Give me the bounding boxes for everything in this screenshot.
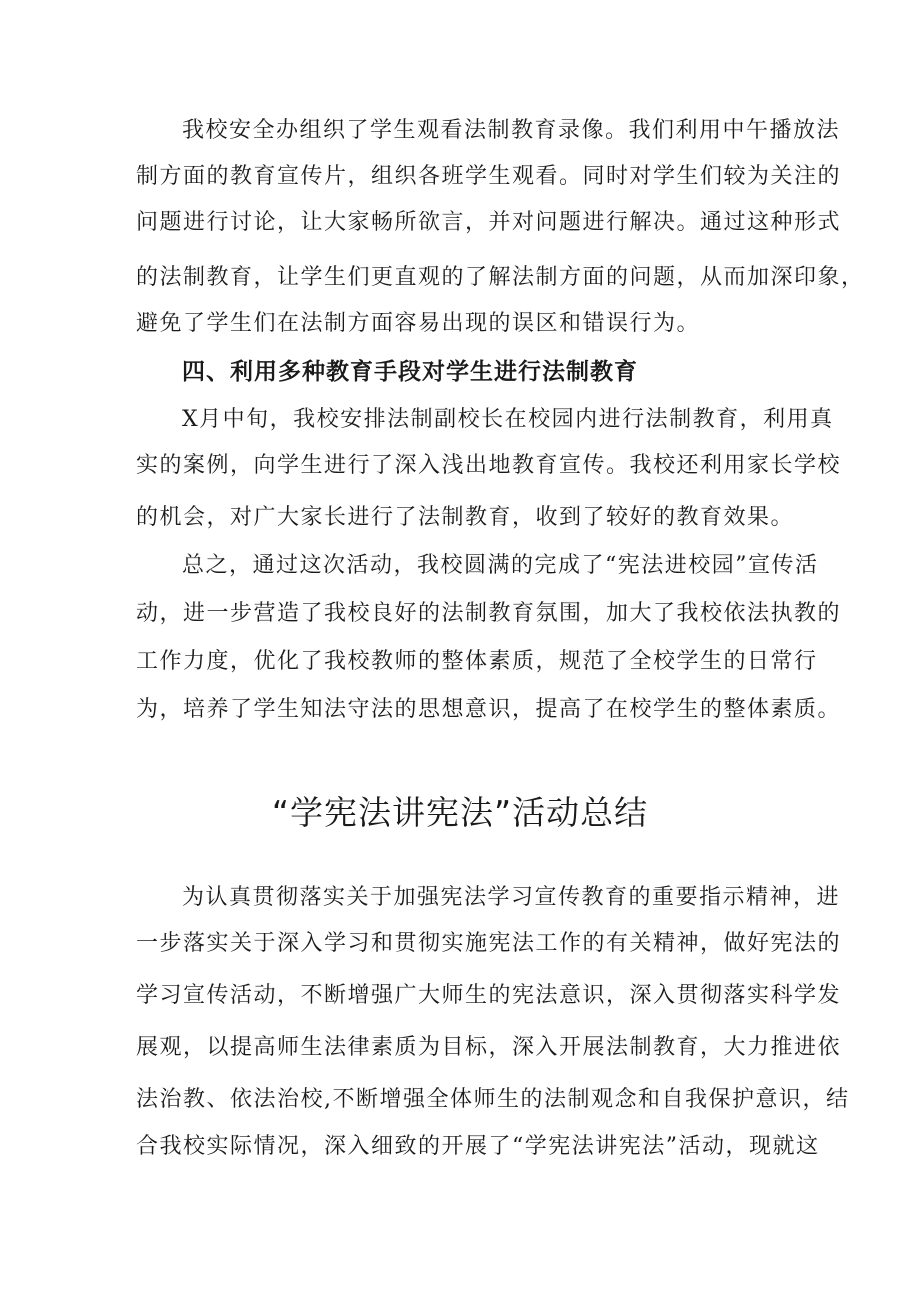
paragraph-line: 合我校实际情况，深入细致的开展了“学宪法讲宪法”活动，现就这 [136, 1134, 820, 1159]
paragraph-line: 制方面的教育宣传片，组织各班学生观看。同时对学生们较为关注的 [136, 164, 842, 189]
paragraph-line: 的法制教育，让学生们更直观的了解法制方面的问题，从而加深印象， [136, 265, 865, 290]
paragraph-line: X月中旬，我校安排法制副校长在校园内进行法制教育，利用真 [182, 407, 834, 432]
section-heading: 四、利用多种教育手段对学生进行法制教育 [182, 359, 638, 385]
paragraph-line: 避免了学生们在法制方面容易出现的误区和错误行为。 [136, 311, 701, 336]
paragraph-line: 问题进行讨论，让大家畅所欲言，并对问题进行解决。通过这种形式 [136, 210, 842, 235]
paragraph-line: 展观，以提高师生法律素质为目标，深入开展法制教育，大力推进依 [136, 1035, 842, 1060]
paragraph-line: 我校安全办组织了学生观看法制教育录像。我们利用中午播放法 [182, 118, 841, 143]
paragraph-line: 动，进一步营造了我校良好的法制教育氛围，加大了我校依法执教的 [136, 601, 842, 626]
paragraph-line: 一步落实关于深入学习和贯彻实施宪法工作的有关精神，做好宪法的 [136, 931, 842, 956]
paragraph-line: 的机会，对广大家长进行了法制教育，收到了较好的教育效果。 [136, 505, 795, 530]
paragraph-line: 总之，通过这次活动，我校圆满的完成了“宪法进校园”宣传活 [182, 553, 819, 578]
paragraph-line: 法治教、依法治校,不断增强全体师生的法制观念和自我保护意识，结 [136, 1087, 850, 1112]
paragraph-line: 为，培养了学生知法守法的思想意识，提高了在校学生的整体素质。 [136, 697, 842, 722]
paragraph-line: 实的案例，向学生进行了深入浅出地教育宣传。我校还利用家长学校 [136, 453, 842, 478]
paragraph-line: 学习宣传活动，不断增强广大师生的宪法意识，深入贯彻落实科学发 [136, 983, 842, 1008]
paragraph-line: 工作力度，优化了我校教师的整体素质，规范了全校学生的日常行 [136, 649, 818, 674]
paragraph-line: 为认真贯彻落实关于加强宪法学习宣传教育的重要指示精神，进 [182, 885, 841, 910]
document-title: “学宪法讲宪法”活动总结 [271, 793, 649, 832]
